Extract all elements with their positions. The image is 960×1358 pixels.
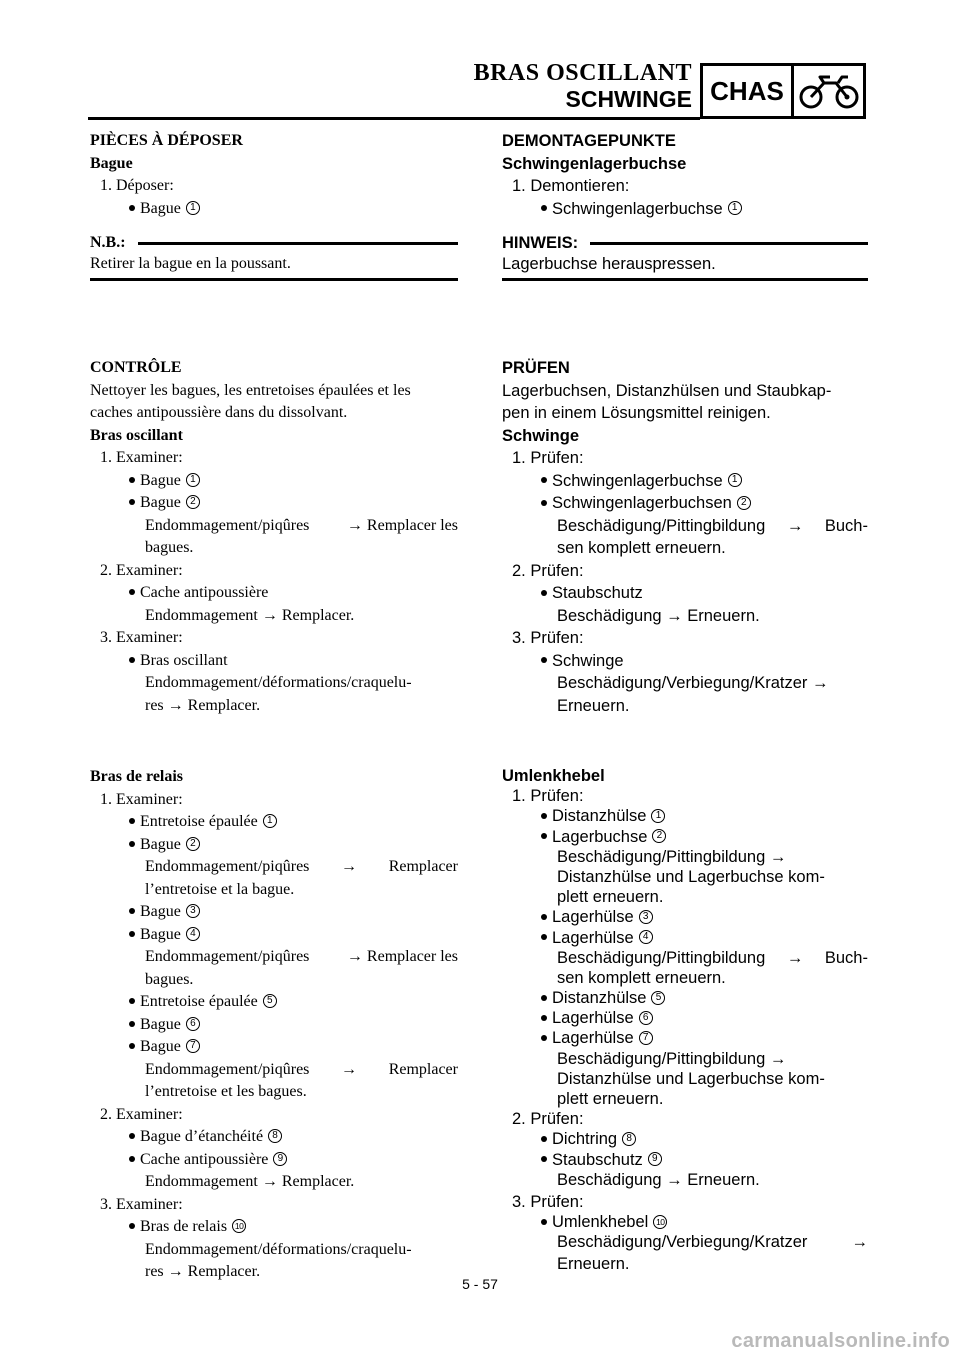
list-item: Schwingenlagerbuchse 1 <box>502 470 868 493</box>
list-item: Lagerhülse 3 <box>502 907 868 927</box>
list-item: Lagerhülse 4 <box>502 928 868 948</box>
list-item: Staubschutz 9 <box>502 1150 868 1170</box>
list-item: Lagerhülse 7 <box>502 1028 868 1048</box>
list-item: Distanzhülse 5 <box>502 988 868 1008</box>
fr-check-sub: Bras oscillant <box>90 426 183 444</box>
watermark: carmanualsonline.info <box>731 1330 950 1352</box>
de-remove-sub: Schwingenlagerbuchse <box>502 154 687 173</box>
fr-remove-heading: PIÈCES À DÉPOSER <box>90 132 243 149</box>
list-item: Bras de relais 10 <box>90 1216 458 1239</box>
page-number: 5 - 57 <box>462 1276 498 1292</box>
list-item: Cache antipoussière 9 <box>90 1149 458 1172</box>
header-rule <box>88 117 700 120</box>
de-remove-section: DEMONTAGEPUNKTE Schwingenlagerbuchse 1. Demontieren: Schwingenlagerbuchse 1 HINWEIS: Lagerbuchse herauspressen. <box>502 130 868 281</box>
list-item: Bague 4 <box>90 924 458 947</box>
list-item: Dichtring 8 <box>502 1129 868 1149</box>
fr-note-header: N.B.: <box>90 232 458 254</box>
de-note-rule <box>502 278 868 281</box>
list-item: Entretoise épaulée 1 <box>90 811 458 834</box>
motorcycle-icon <box>794 66 863 116</box>
list-item: Lagerhülse 6 <box>502 1008 868 1028</box>
de-check-sub: Schwinge <box>502 426 580 445</box>
section-label: CHAS <box>703 66 794 116</box>
fr-relay-sub: Bras de relais <box>90 768 184 785</box>
list-item: Umlenkhebel 10 <box>502 1212 868 1232</box>
list-item: Bague 7 <box>90 1036 458 1059</box>
section-badge <box>700 63 866 119</box>
list-item: Bague 3 <box>90 901 458 924</box>
fr-relay-section: Bras de relais 1. Examiner: Entretoise épaulée 1 Bague 2 Endommagement/piqûres → Remplacer l’entretoise et la bague. Bague 3 Bague 4 Endommagement/piqûres → Remplacer les bagues. Entretoise épaulée 5 Bague 6 Bague 7 Endommagement/piqûres → Remplacer l’entretoise et les bagues. 2. Examiner: Bague d’étanchéité 8 Cache antipoussière 9 Endommagement → Remplacer. 3. Examiner: Bras de relais 10 Endommagement/déformations/craquelu- res → Remplacer. <box>90 768 458 1280</box>
list-item: Distanzhülse 1 <box>502 806 868 826</box>
list-item: Cache antipoussière <box>90 582 458 605</box>
fr-check-section: CONTRÔLE Nettoyer les bagues, les entretoises épaulées et les caches antipoussière dans du dissolvant. Bras oscillant 1. Examiner: Bague 1 Bague 2 Endommagement/piqûres → Remplacer les bagues. 2. Examiner: Cache antipoussière Endommagement → Remplacer. 3. Examiner: Bras oscillant Endommagement/déformations/craquelu- res → Remplacer. <box>90 359 458 714</box>
list-item: Bague 6 <box>90 1014 458 1037</box>
list-item: Bague 1 <box>90 470 458 493</box>
de-remove-heading: DEMONTAGEPUNKTE <box>502 132 676 150</box>
de-check-section: PRÜFEN Lagerbuchsen, Distanzhülsen und Staubkap- pen in einem Lösungsmittel reinigen. Schwinge 1. Prüfen: Schwingenlagerbuchse 1 Schwingenlagerbuchsen 2 Beschädigung/Pittingbildung → Buch- sen komplett erneuern. 2. Prüfen: Staubschutz Beschädigung → Erneuern. 3. Prüfen: Schwinge Beschädigung/Verbiegung/Kratzer → Erneuern. <box>502 359 868 715</box>
fr-remove-sub: Bague <box>90 154 133 172</box>
fr-remove-item: Bague 1 <box>90 198 458 221</box>
list-item: Bague 2 <box>90 492 458 515</box>
list-item: Bague d’étanchéité 8 <box>90 1126 458 1149</box>
list-item: Schwingenlagerbuchsen 2 <box>502 492 868 515</box>
list-item: Lagerbuchse 2 <box>502 827 868 847</box>
fr-note-text: Retirer la bague en la poussant. <box>90 255 291 272</box>
list-item: Entretoise épaulée 5 <box>90 991 458 1014</box>
list-item: Schwingenlagerbuchse 1 <box>502 198 868 221</box>
de-relay-sub: Umlenkhebel <box>502 767 605 785</box>
fr-note-rule <box>90 278 458 281</box>
fr-check-intro: Nettoyer les bagues, les entretoises épaulées et les <box>90 381 411 399</box>
fr-check-heading: CONTRÔLE <box>90 359 182 376</box>
list-item: Bras oscillant <box>90 650 458 673</box>
header-title-de: SCHWINGE <box>565 86 692 112</box>
de-check-heading: PRÜFEN <box>502 359 570 377</box>
list-item: Bague 2 <box>90 834 458 857</box>
de-note-text: Lagerbuchse herauspressen. <box>502 255 716 273</box>
header-title-fr: BRAS OSCILLANT <box>473 60 692 86</box>
list-item: Schwinge <box>502 650 868 673</box>
list-item: Staubschutz <box>502 582 868 605</box>
de-relay-section: Umlenkhebel 1. Prüfen: Distanzhülse 1 Lagerbuchse 2 Beschädigung/Pittingbildung → Distanzhülse und Lagerbuchse kom- plett erneuern. Lagerhülse 3 Lagerhülse 4 Beschädigung/Pittingbildung → Buch- sen komplett erneuern. Distanzhülse 5 Lagerhülse 6 Lagerhülse 7 Beschädigung/Pittingbildung → Distanzhülse und Lagerbuchse kom- plett erneuern. 2. Prüfen: Dichtring 8 Staubschutz 9 Beschädigung → Erneuern. 3. Prüfen: Umlenkhebel 10 Beschädigung/Verbiegung/Kratzer → Erneuern. <box>502 767 868 1273</box>
fr-remove-section <box>90 130 458 281</box>
fr-remove-step: 1. Déposer: <box>100 177 174 194</box>
de-note-header: HINWEIS: <box>502 232 868 254</box>
